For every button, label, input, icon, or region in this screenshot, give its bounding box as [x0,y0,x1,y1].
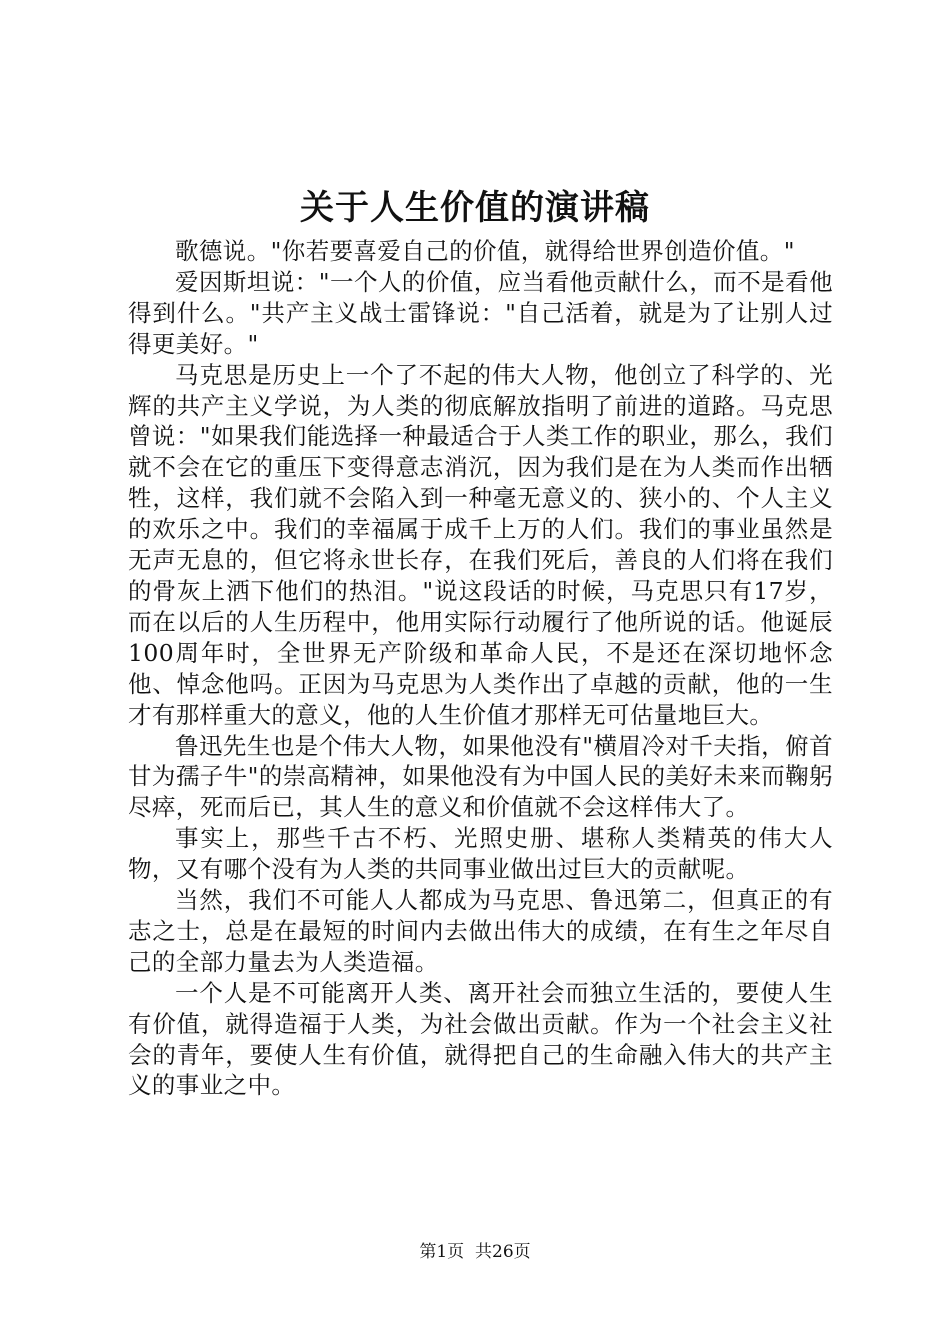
page-number: 第1页 [419,1242,465,1262]
paragraph-aspiring-people: 当然，我们不可能人人都成为马克思、鲁迅第二，但真正的有志之士，总是在最短的时间内去做出伟大的成绩，在有生之年尽自己的全部力量去为人类造福。 [128,886,833,976]
document-body [128,236,833,1101]
paragraph-einstein-leifeng-quote: 爱因斯坦说："一个人的价值，应当看他贡献什么，而不是看他得到什么。"共产主义战士雷锋说："自己活着，就是为了让别人过得更美好。" [128,267,833,358]
page-total: 共26页 [475,1242,531,1262]
document-title: 关于人生价值的演讲稿 [300,188,650,228]
paragraph-marx: 马克思是历史上一个了不起的伟大人物，他创立了科学的、光辉的共产主义学说，为人类的彻底解放指明了前进的道路。马克思曾说："如果我们能选择一种最适合于人类工作的职业，那么，我们就不会在它的重压下变得意志消沉，因为我们是在为人类而作出牺牲，这样，我们就不会陷入到一种毫无意义的、狭小的、个人主义的欢乐之中。我们的幸福属于成千上万的人们。我们的事业虽然是无声无息的，但它将永世长存，在我们死后，善良的人们将在我们的骨灰上洒下他们的热泪。"说这段话的时候，马克思只有17岁，而在以后的人生历程中，他用实际行动履行了他所说的话。他诞辰100周年时，全世界无产阶级和革命人民，不是还在深切地怀念他、悼念他吗。正因为马克思为人类作出了卓越的贡献，他的一生才有那样重大的意义，他的人生价值才那样无可估量地巨大。 [128,360,833,729]
paragraph-conclusion: 一个人是不可能离开人类、离开社会而独立生活的，要使人生有价值，就得造福于人类，为社会做出贡献。作为一个社会主义社会的青年，要使人生有价值，就得把自己的生命融入伟大的共产主义的事业之中。 [128,978,833,1100]
paragraph-luxun: 鲁迅先生也是个伟大人物，如果他没有"横眉冷对千夫指，俯首甘为孺子牛"的崇高精神，如果他没有为中国人民的美好未来而鞠躬尽瘁，死而后已，其人生的意义和价值就不会这样伟大了。 [128,731,833,822]
paragraph-great-figures: 事实上，那些千古不朽、光照史册、堪称人类精英的伟大人物，又有哪个没有为人类的共同事业做出过巨大的贡献呢。 [128,824,833,884]
page-footer [0,1240,950,1264]
paragraph-goethe-quote: 歌德说。"你若要喜爱自己的价值，就得给世界创造价值。" [175,237,795,265]
